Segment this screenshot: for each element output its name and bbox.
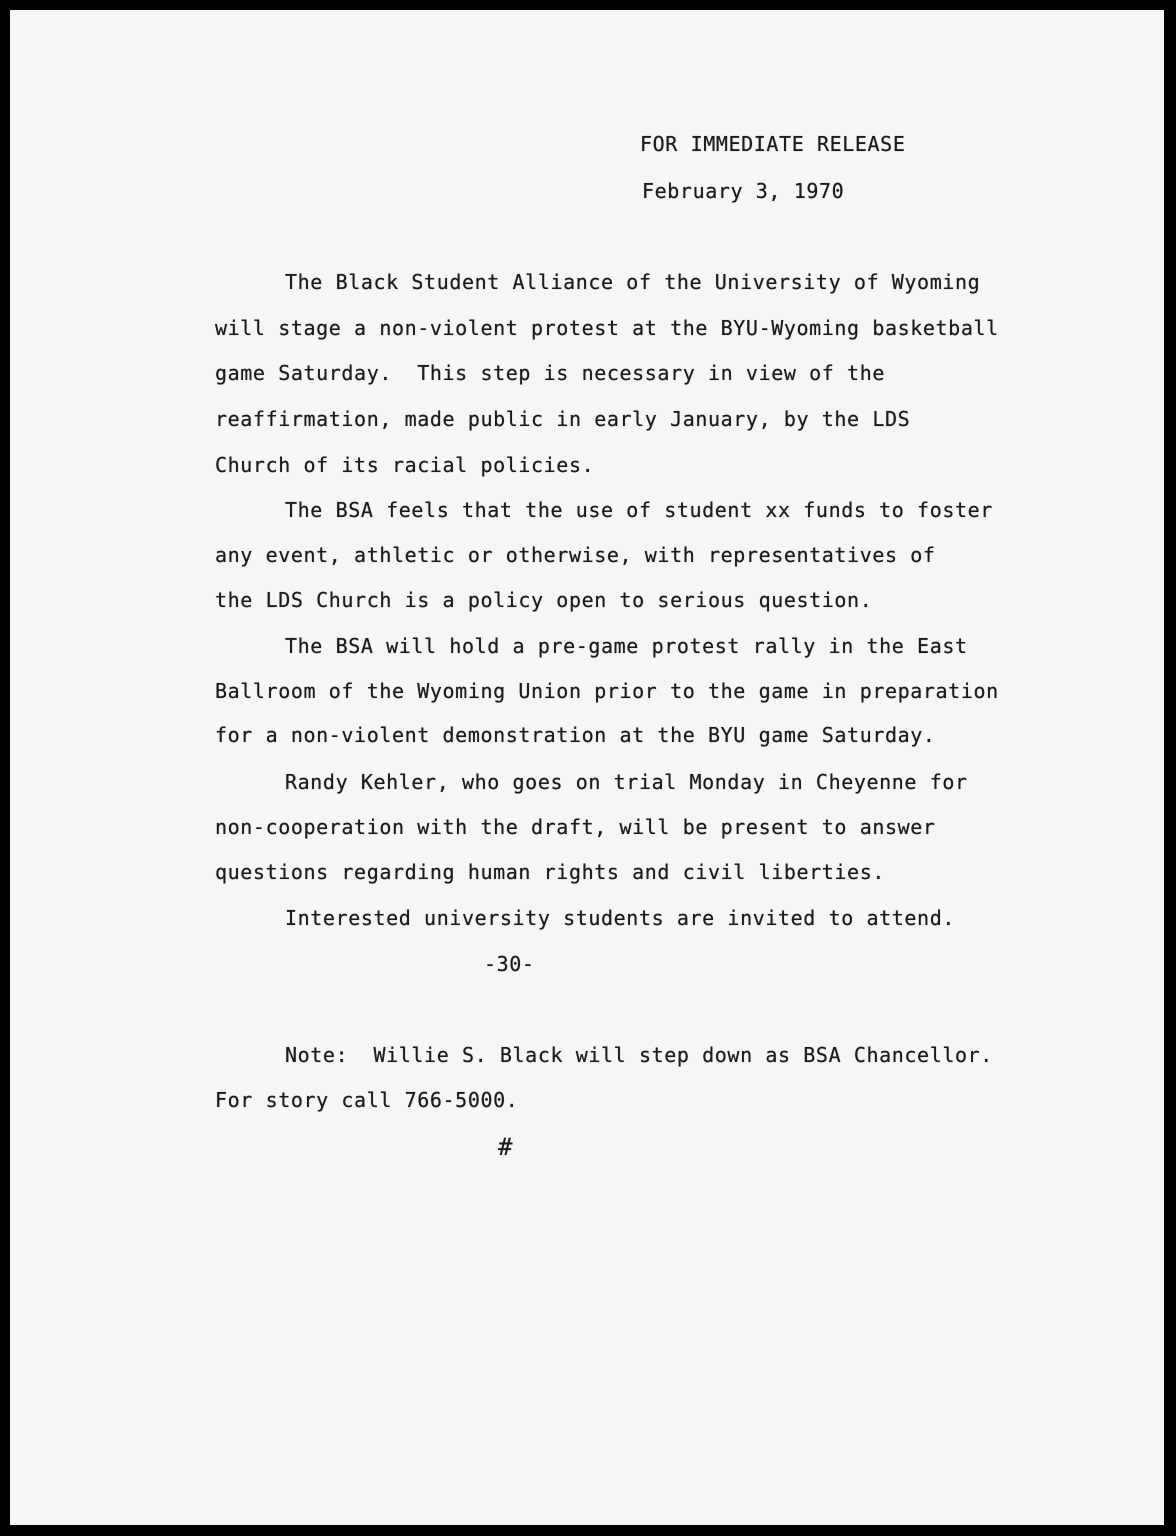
body-line: Ballroom of the Wyoming Union prior to the game in preparation bbox=[215, 679, 999, 703]
body-line: The Black Student Alliance of the University of Wyoming bbox=[285, 270, 981, 294]
body-line: non-cooperation with the draft, will be present to answer bbox=[215, 815, 936, 839]
body-line: the LDS Church is a policy open to serious question. bbox=[215, 588, 873, 612]
body-line: The BSA will hold a pre-game protest rally in the East bbox=[285, 634, 968, 658]
body-line: any event, athletic or otherwise, with representatives of bbox=[215, 543, 936, 567]
note-line: Note: Willie S. Black will step down as BSA Chancellor. bbox=[285, 1043, 993, 1067]
document-page bbox=[10, 10, 1164, 1525]
release-date: February 3, 1970 bbox=[642, 179, 845, 203]
body-line: questions regarding human rights and civil liberties. bbox=[215, 860, 885, 884]
release-label: FOR IMMEDIATE RELEASE bbox=[640, 132, 906, 156]
note-line: For story call 766-5000. bbox=[215, 1088, 519, 1112]
body-line: Randy Kehler, who goes on trial Monday in Cheyenne for bbox=[285, 770, 968, 794]
closing-mark: # bbox=[498, 1133, 514, 1161]
body-line: Church of its racial policies. bbox=[215, 453, 595, 477]
body-line: reaffirmation, made public in early January, by the LDS bbox=[215, 407, 911, 431]
body-line: game Saturday. This step is necessary in view of the bbox=[215, 361, 885, 385]
body-line: will stage a non-violent protest at the BYU-Wyoming basketball bbox=[215, 316, 999, 340]
body-line: The BSA feels that the use of student xx funds to foster bbox=[285, 498, 993, 522]
body-line: Interested university students are invited to attend. bbox=[285, 906, 955, 930]
end-mark: -30- bbox=[484, 952, 535, 976]
body-line: for a non-violent demonstration at the BYU game Saturday. bbox=[215, 723, 936, 747]
